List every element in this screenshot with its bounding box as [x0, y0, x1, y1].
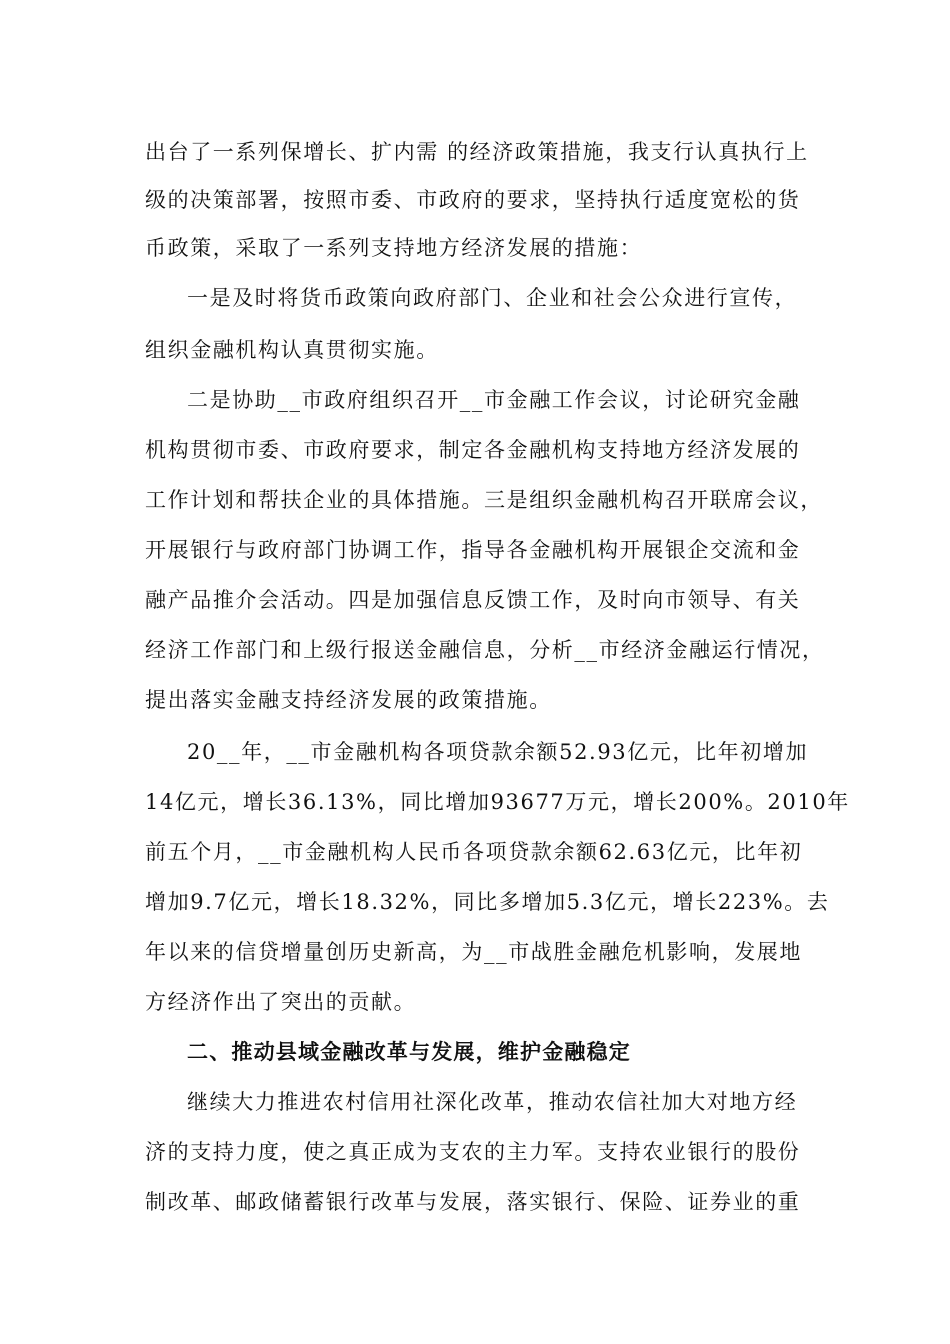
text-line: 提出落实金融支持经济发展的政策措施。 — [145, 688, 552, 712]
text-line: 济的支持力度，使之真正成为支农的主力军。支持农业银行的股份 — [145, 1140, 801, 1164]
text-line: 制改革、邮政储蓄银行改革与发展，落实银行、保险、证券业的重 — [145, 1190, 801, 1214]
text-line: 工作计划和帮扶企业的具体措施。三是组织金融机构召开联席会议， — [145, 488, 823, 512]
text-line: 出台了一系列保增长、扩内需 的经济政策措施，我支行认真执行上 — [145, 140, 809, 164]
text-line: 方经济作出了突出的贡献。 — [145, 990, 417, 1014]
text-line: 融产品推介会活动。四是加强信息反馈工作，及时向市领导、有关 — [145, 588, 801, 612]
text-line: 组织金融机构认真贯彻实施。 — [145, 338, 439, 362]
text-line: 级的决策部署，按照市委、市政府的要求，坚持执行适度宽松的货 — [145, 188, 801, 212]
section-heading: 二、推动县域金融改革与发展，维护金融稳定 — [187, 1040, 631, 1064]
text-line: 继续大力推进农村信用社深化改革，推动农信社加大对地方经 — [187, 1090, 798, 1114]
text-line: 开展银行与政府部门协调工作，指导各金融机构开展银企交流和金 — [145, 538, 801, 562]
text-line: 币政策，采取了一系列支持地方经济发展的措施： — [145, 236, 643, 260]
text-line: 一是及时将货币政策向政府部门、企业和社会公众进行宣传， — [187, 286, 798, 310]
text-line: 增加9.7亿元，增长18.32%，同比多增加5.3亿元，增长223%。去 — [145, 890, 830, 914]
text-line: 20__年，__市金融机构各项贷款余额52.93亿元，比年初增加 — [187, 740, 809, 764]
text-line: 年以来的信贷增量创历史新高，为__市战胜金融危机影响，发展地 — [145, 940, 802, 964]
text-line: 前五个月，__市金融机构人民币各项贷款余额62.63亿元，比年初 — [145, 840, 803, 864]
text-line: 14亿元，增长36.13%，同比增加93677万元，增长200%。2010年 — [145, 790, 850, 814]
text-line: 经济工作部门和上级行报送金融信息，分析__市经济金融运行情况， — [145, 638, 825, 662]
text-line: 机构贯彻市委、市政府要求，制定各金融机构支持地方经济发展的 — [145, 438, 801, 462]
text-line: 二是协助__市政府组织召开__市金融工作会议，讨论研究金融 — [187, 388, 801, 412]
